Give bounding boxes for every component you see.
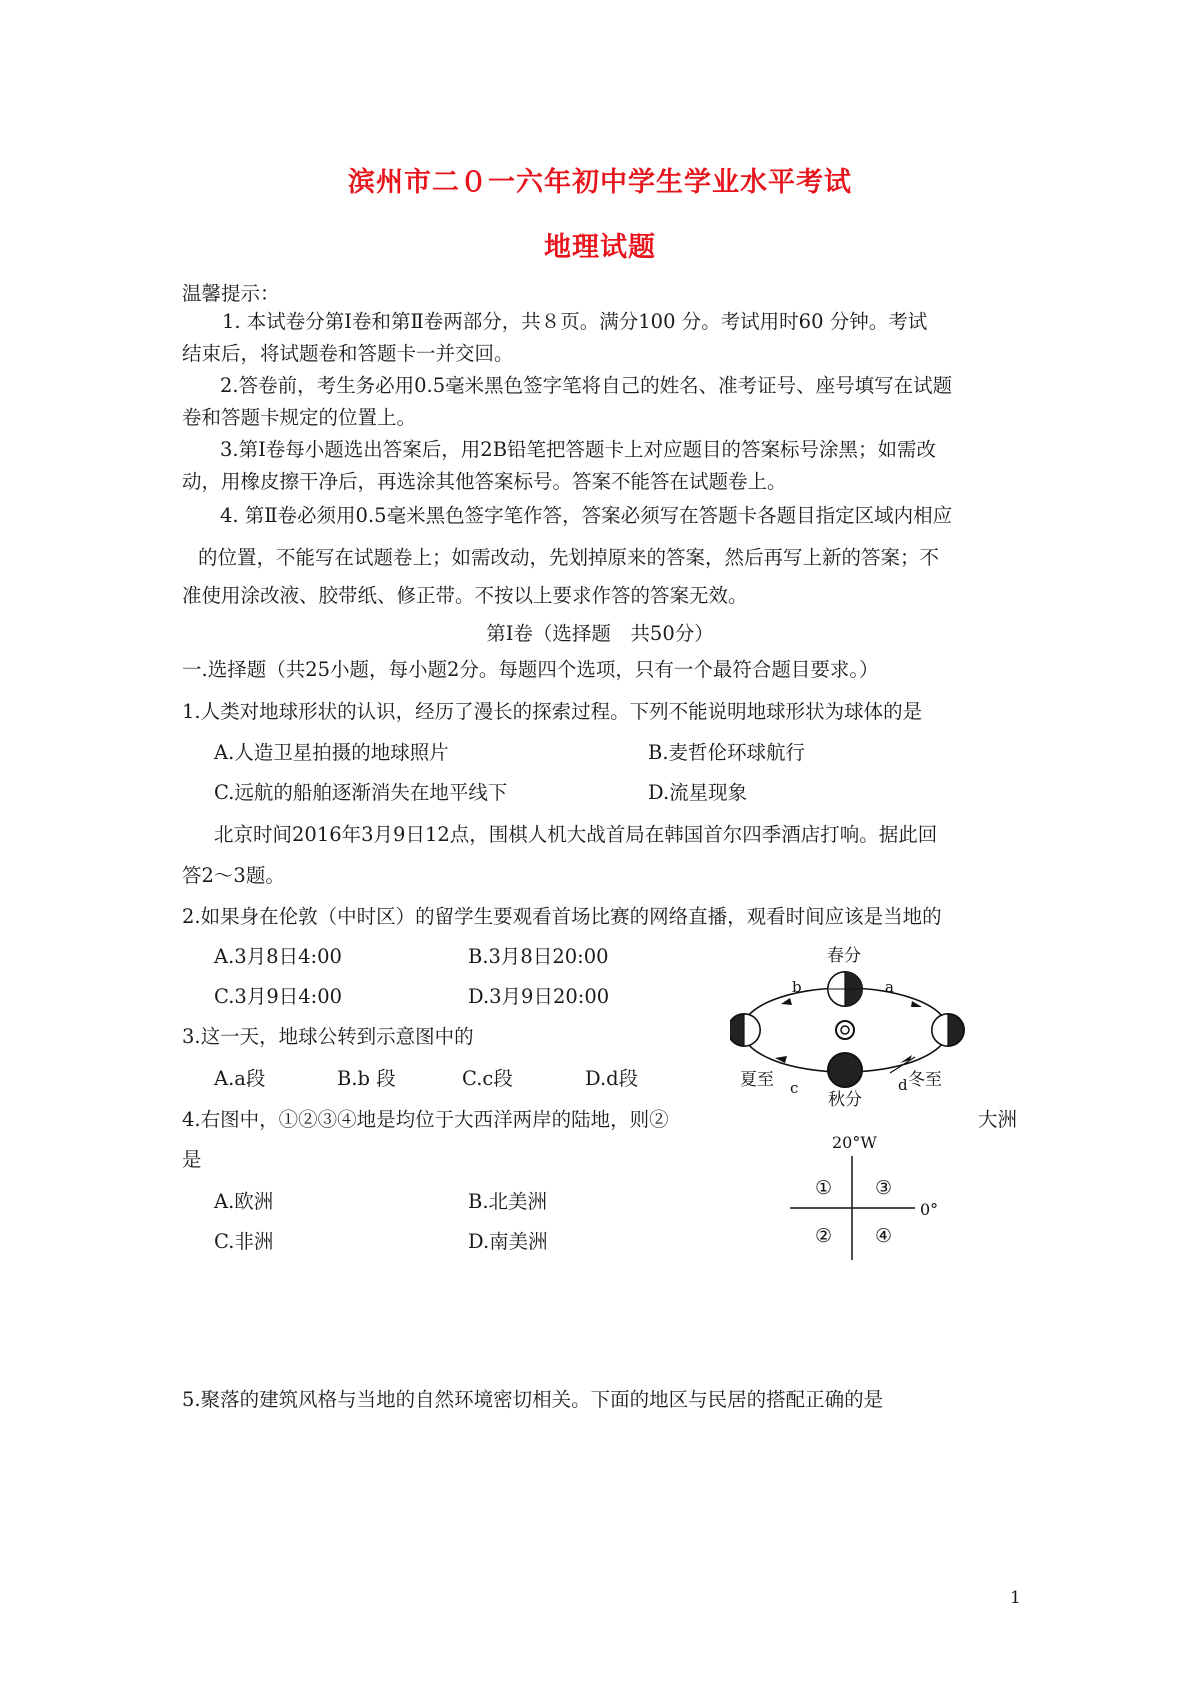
earth-spring-equinox-icon xyxy=(828,972,862,1006)
tip-4-line-1: 4. 第Ⅱ卷必须用0.5毫米黑色签字笔作答，答案必须写在答题卡各题目指定区域内相应 xyxy=(220,504,953,527)
question-5-stem: 5.聚落的建筑风格与当地的自然环境密切相关。下面的地区与民居的搭配正确的是 xyxy=(182,1388,884,1411)
page-subtitle: 地理试题 xyxy=(544,232,656,263)
label-c: c xyxy=(790,1079,799,1097)
context-line-1: 北京时间2016年3月9日12点，围棋人机大战首局在韩国首尔四季酒店打响。据此回 xyxy=(214,823,938,846)
question-1-option-d: D.流星现象 xyxy=(648,781,748,804)
label-summer: 夏至 xyxy=(740,1070,774,1090)
page-title: 滨州市二０一六年初中学生学业水平考试 xyxy=(348,167,852,198)
tip-3-line-2: 动，用橡皮擦干净后，再选涂其他答案标号。答案不能答在试题卷上。 xyxy=(182,470,787,493)
earth-orbit-diagram xyxy=(730,945,965,1110)
region-1: ① xyxy=(815,1177,833,1199)
earth-autumn-equinox-icon xyxy=(828,1053,862,1087)
label-spring: 春分 xyxy=(827,946,861,966)
label-a: a xyxy=(885,978,894,996)
context-line-2: 答2～3题。 xyxy=(182,864,285,887)
question-1-stem: 1.人类对地球形状的认识，经历了漫长的探索过程。下列不能说明地球形状为球体的是 xyxy=(182,700,923,723)
section-title: 第Ⅰ卷（选择题 共50分） xyxy=(486,622,714,645)
question-2-option-a: A.3月8日4:00 xyxy=(214,945,342,968)
label-b: b xyxy=(792,978,802,996)
question-3-option-c: C.c段 xyxy=(462,1067,513,1090)
label-20w: 20°W xyxy=(832,1133,877,1152)
earth-summer-solstice-icon xyxy=(730,1014,760,1046)
label-winter: 冬至 xyxy=(908,1070,942,1090)
tip-4-line-3: 准使用涂改液、胶带纸、修正带。不按以上要求作答的答案无效。 xyxy=(182,584,748,607)
section-instruction: 一.选择题（共25小题，每小题2分。每题四个选项，只有一个最符合题目要求。） xyxy=(182,658,879,681)
question-2-option-c: C.3月9日4:00 xyxy=(214,985,343,1008)
question-2-option-d: D.3月9日20:00 xyxy=(468,985,610,1008)
question-3-stem: 3.这一天，地球公转到示意图中的 xyxy=(182,1025,474,1048)
region-3: ③ xyxy=(875,1177,893,1199)
question-1-option-a: A.人造卫星拍摄的地球照片 xyxy=(214,741,449,764)
question-1-option-c: C.远航的船舶逐渐消失在地平线下 xyxy=(214,781,508,804)
label-autumn: 秋分 xyxy=(828,1090,862,1110)
question-2-option-b: B.3月8日20:00 xyxy=(468,945,609,968)
tip-1-line-1: 1. 本试卷分第Ⅰ卷和第Ⅱ卷两部分，共８页。满分100 分。考试用时60 分钟。考试 xyxy=(222,310,928,333)
question-4-option-b: B.北美洲 xyxy=(468,1190,548,1213)
question-4-option-a: A.欧洲 xyxy=(214,1190,274,1213)
page-number: 1 xyxy=(1010,1588,1021,1608)
question-3-option-d: D.d段 xyxy=(585,1067,639,1090)
question-3-option-b: B.b 段 xyxy=(337,1067,396,1090)
question-3-option-a: A.a段 xyxy=(214,1067,266,1090)
region-2: ② xyxy=(815,1225,833,1247)
tip-2-line-1: 2.答卷前，考生务必用0.5毫米黑色签字笔将自己的姓名、准考证号、座号填写在试题 xyxy=(220,374,953,397)
tip-2-line-2: 卷和答题卡规定的位置上。 xyxy=(182,406,417,429)
tip-3-line-1: 3.第Ⅰ卷每小题选出答案后，用2B铅笔把答题卡上对应题目的答案标号涂黑；如需改 xyxy=(220,438,937,461)
tips-heading: 温馨提示： xyxy=(182,282,280,305)
question-4-stem: 4.右图中，①②③④地是均位于大西洋两岸的陆地，则② xyxy=(182,1108,669,1131)
question-1-option-b: B.麦哲伦环球航行 xyxy=(648,741,806,764)
tip-1-line-2: 结束后，将试题卷和答题卡一并交回。 xyxy=(182,342,514,365)
tip-4-line-2: 的位置，不能写在试题卷上；如需改动，先划掉原来的答案，然后再写上新的答案；不 xyxy=(198,546,940,569)
question-4-option-c: C.非洲 xyxy=(214,1230,274,1253)
question-4-stem-line-2: 是 xyxy=(182,1148,202,1171)
question-4-option-d: D.南美洲 xyxy=(468,1230,548,1253)
label-d: d xyxy=(898,1076,908,1094)
question-2-stem: 2.如果身在伦敦（中时区）的留学生要观看首场比赛的网络直播，观看时间应该是当地的 xyxy=(182,905,942,928)
earth-winter-solstice-icon xyxy=(932,1014,964,1046)
orbit-arrow-b xyxy=(781,998,792,1005)
meridian-equator-diagram xyxy=(760,1130,960,1270)
question-4-stem-end: 大洲 xyxy=(978,1108,1018,1131)
label-0-degree: 0° xyxy=(920,1200,939,1219)
region-4: ④ xyxy=(875,1225,893,1247)
